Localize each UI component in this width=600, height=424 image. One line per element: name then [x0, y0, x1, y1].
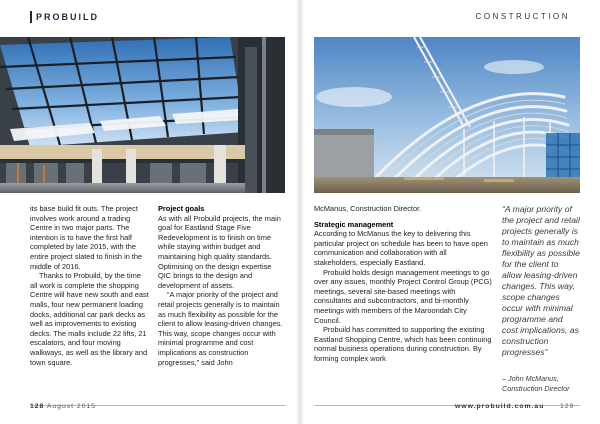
right-column-1	[314, 204, 492, 364]
left-column-2	[158, 204, 286, 367]
left-page-number: 128	[30, 403, 45, 410]
body-paragraph: According to McManus the key to delivering this particular project on schedule has been to have open communication and collaboration with all stakeholders, especially Eastland.	[314, 229, 488, 267]
curved-steel-roof-frame-photo	[314, 37, 580, 193]
body-paragraph: As with all Probuild projects, the main goal for Eastland Stage Five Redevelopment is to finish on time while staying within budget and maintaining high quality standards. Optimising on the design expertise QIC brings to the design and development of assets.	[158, 213, 281, 290]
body-paragraph: Thanks to Probuild, by the time all work is complete the shopping Centre will have new south and east malls, four new permanent loading docks, additional car park decks as well as improvements to existing decks. The malls include 22 lifts, 21 escalators, and four moving walkways, as well as the library and town square.	[30, 271, 149, 367]
brand-header: PROBUILD	[36, 12, 99, 22]
body-paragraph: “A major priority of the project and retail projects generally is to maintain as much flexibility as possible for the client to allow leasing-driven changes. This way, scope changes occur with minimal programme and cost implications as construction progresses,” said John	[158, 290, 283, 367]
body-paragraph: Probuild holds design management meetings to go over any issues, monthly Project Control Group (PCG) meetings, several site-based meetings with consultants and subcontractors, and bi-monthly meetings with members of the Maroondah City Council.	[314, 267, 492, 325]
issue-date: August 2015	[46, 403, 97, 410]
footer-url: www.probuild.com.au	[455, 403, 545, 410]
pull-quote-attribution	[502, 374, 580, 394]
section-heading: Strategic management	[314, 219, 394, 229]
right-page-number: 129	[560, 403, 575, 410]
left-folio	[30, 403, 96, 410]
pull-quote-text: “A major priority of the project and retail projects generally is to maintain as much flexibility as possible for the client to allow leasing-driven changes. This way, scope changes occur with minimal programme and cost implications, as construction progresses”	[502, 204, 580, 357]
section-label: CONSTRUCTION	[475, 12, 570, 21]
brand-rule	[30, 11, 32, 23]
body-paragraph: its base build fit outs. The project involves work around a trading Centre in two major parts. The intention is to have the first half completed by late 2015, with the entire project slated to finish in the middle of 2016.	[30, 204, 143, 271]
attribution-title: Construction Director	[502, 384, 570, 393]
section-heading: Project goals	[158, 204, 205, 213]
body-paragraph: Probuild has committed to supporting the existing Eastland Shopping Centre, which has been continuing normal business operations during construction. By forming complex work	[314, 325, 492, 363]
glass-roof-atrium-photo	[0, 37, 285, 193]
body-paragraph: McManus, Construction Director.	[314, 204, 422, 213]
left-column-1	[30, 204, 150, 367]
attribution-name: – John McManus,	[502, 374, 559, 383]
pull-quote	[502, 204, 580, 394]
